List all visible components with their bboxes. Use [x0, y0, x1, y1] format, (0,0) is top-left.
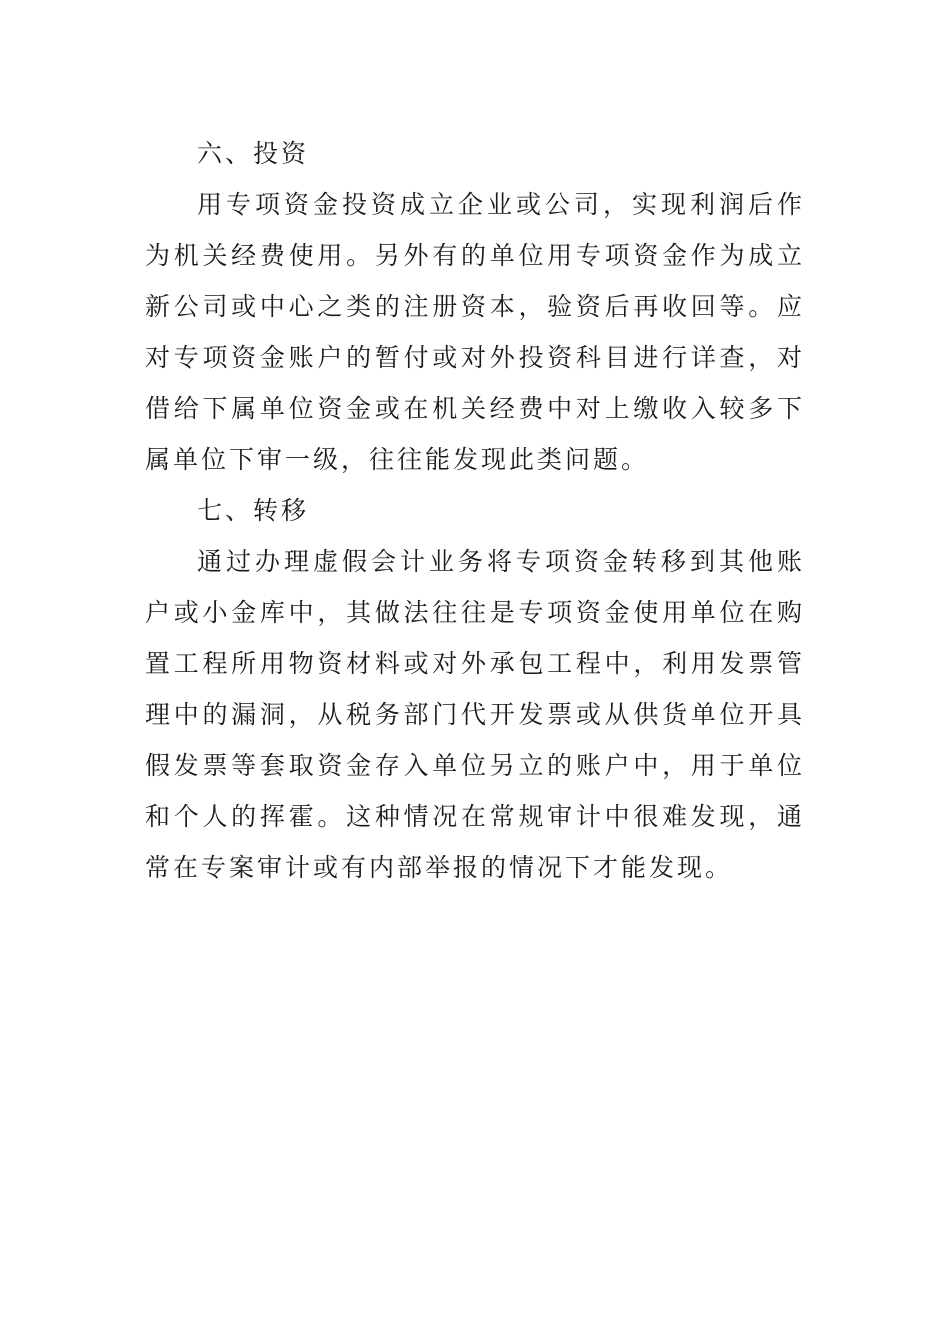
section-paragraph-investment: 用专项资金投资成立企业或公司，实现利润后作为机关经费使用。另外有的单位用专项资金作为成立新公司或中心之类的注册资本，验资后再收回等。应对专项资金账户的暂付或对外投资科目进行详查，对借给下属单位资金或在机关经费中对上缴收入较多下属单位下审一级，往往能发现此类问题。 — [145, 190, 805, 474]
section-paragraph-transfer: 通过办理虚假会计业务将专项资金转移到其他账户或小金库中，其做法往往是专项资金使用单位在购置工程所用物资材料或对外承包工程中，利用发票管理中的漏洞，从税务部门代开发票或从供货单位开具假发票等套取资金存入单位另立的账户中，用于单位和个人的挥霍。这种情况在常规审计中很难发现，通常在专案审计或有内部举报的情况下才能发现。 — [145, 547, 805, 882]
section-heading-transfer: 七、转移 — [197, 496, 310, 525]
section-heading-investment: 六、投资 — [197, 139, 310, 168]
document-body — [145, 128, 805, 893]
